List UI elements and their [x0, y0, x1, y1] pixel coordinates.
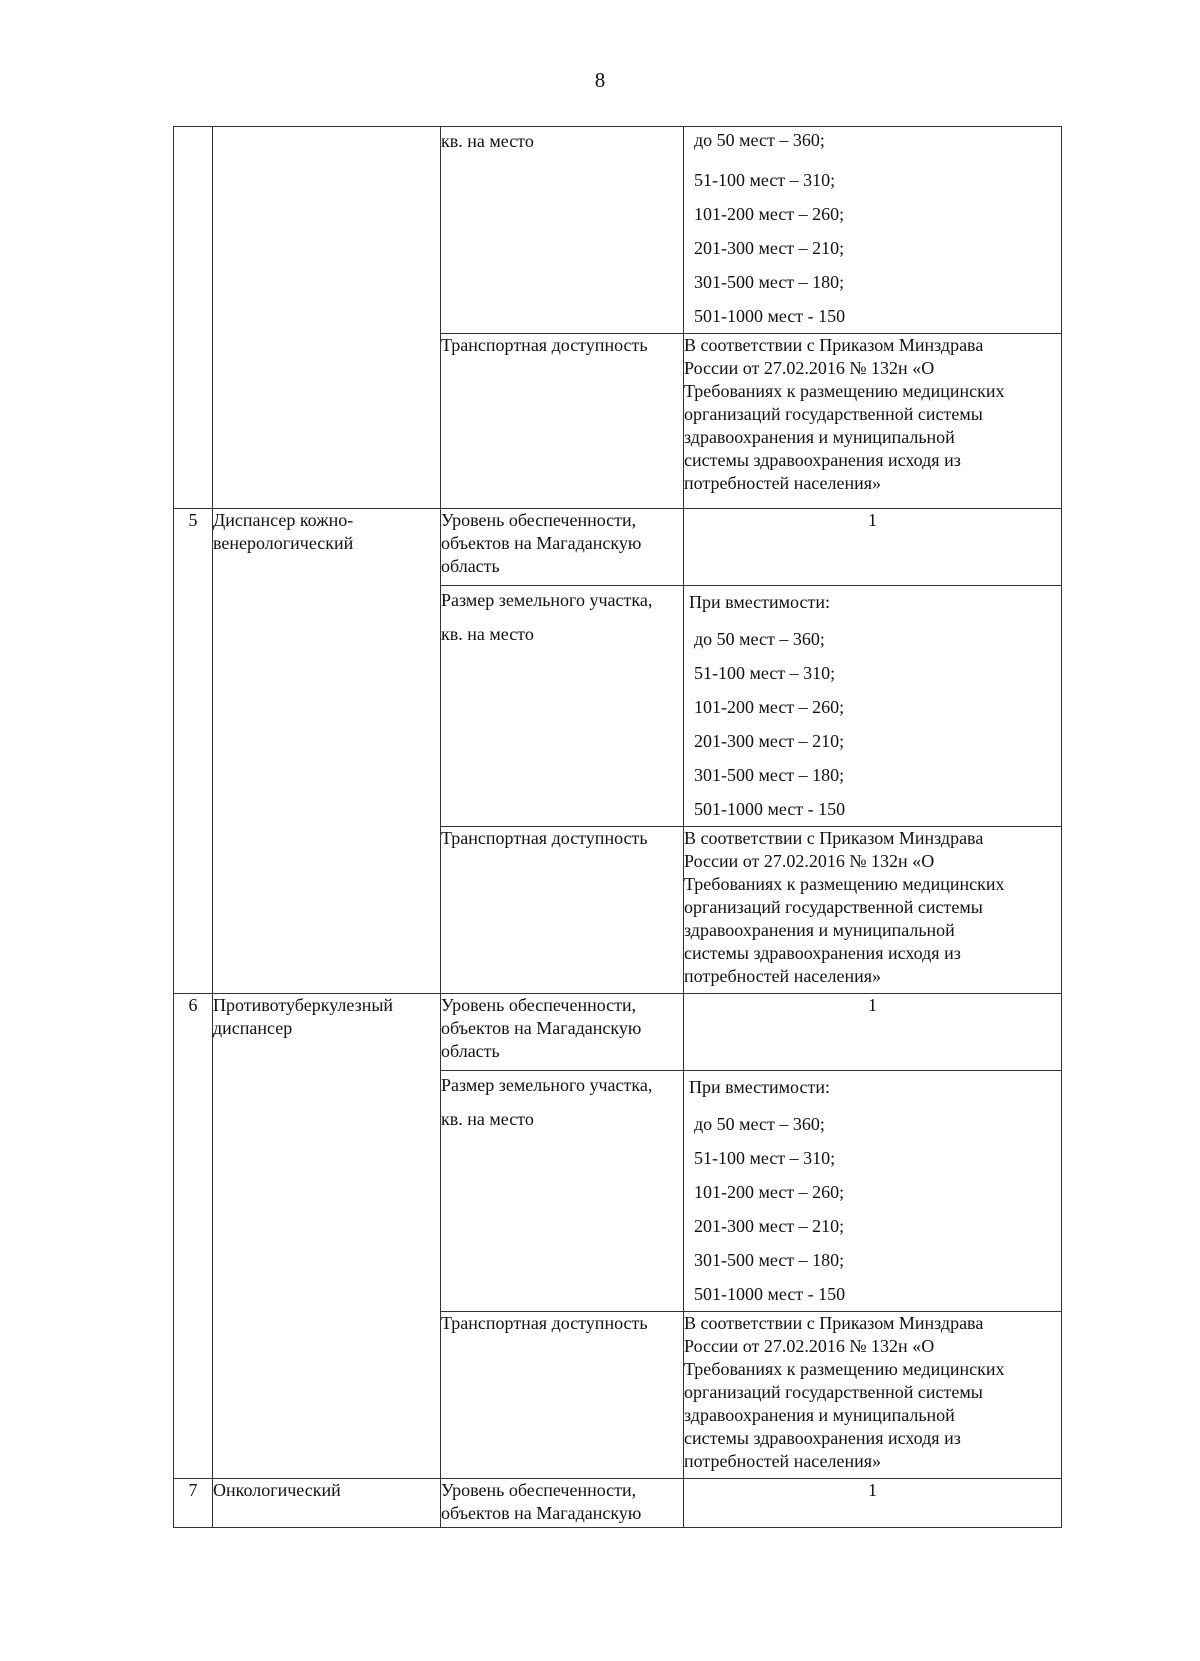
param-label: кв. на место	[441, 1109, 534, 1129]
transport-text-line: В соответствии с Приказом Минздрава	[684, 828, 984, 848]
capacity-item: 301-500 мест – 180;	[694, 765, 845, 785]
capacity-cell	[684, 1071, 1062, 1312]
param-cell	[441, 334, 684, 509]
param-label: Транспортная доступность	[441, 1313, 648, 1333]
capacity-item: 51-100 мест – 310;	[694, 1148, 836, 1168]
param-label: объектов на Магаданскую	[441, 1018, 642, 1038]
param-cell	[441, 1312, 684, 1479]
transport-text-line: В соответствии с Приказом Минздрава	[684, 1313, 984, 1333]
transport-text-line: организаций государственной системы	[684, 404, 983, 424]
object-name-cell	[213, 127, 441, 509]
capacity-item: 101-200 мест – 260;	[694, 697, 845, 717]
capacity-item: 51-100 мест – 310;	[694, 170, 836, 190]
param-cell	[441, 509, 684, 586]
param-label: кв. на место	[441, 131, 534, 151]
transport-text-line: России от 27.02.2016 № 132н «О	[684, 358, 935, 378]
param-label: объектов на Магаданскую	[441, 1503, 642, 1523]
capacity-header: При вместимости:	[689, 1077, 830, 1097]
param-label: Уровень обеспеченности,	[441, 510, 637, 530]
transport-text-line: организаций государственной системы	[684, 1382, 983, 1402]
transport-text-line: Требованиях к размещению медицинских	[684, 1359, 1005, 1379]
transport-value-cell	[684, 827, 1062, 994]
capacity-item: 201-300 мест – 210;	[694, 731, 845, 751]
param-label: Транспортная доступность	[441, 828, 648, 848]
param-label: область	[441, 556, 500, 576]
param-label: Транспортная доступность	[441, 335, 648, 355]
transport-text-line: России от 27.02.2016 № 132н «О	[684, 851, 935, 871]
transport-text-line: здравоохранения и муниципальной	[684, 427, 955, 447]
object-name-line: Диспансер кожно-	[213, 510, 354, 530]
capacity-item: 201-300 мест – 210;	[694, 1216, 845, 1236]
capacity-item: до 50 мест – 360;	[694, 130, 825, 150]
transport-text-line: России от 27.02.2016 № 132н «О	[684, 1336, 935, 1356]
provision-value-cell: 1	[684, 1479, 1062, 1528]
object-name-cell	[213, 1479, 441, 1528]
capacity-item: до 50 мест – 360;	[694, 629, 825, 649]
provision-value-cell: 1	[684, 994, 1062, 1071]
row-number-cell	[174, 127, 213, 509]
capacity-item: 501-1000 мест - 150	[694, 799, 846, 819]
transport-text-line: здравоохранения и муниципальной	[684, 920, 955, 940]
transport-text-line: потребностей населения»	[684, 473, 882, 493]
param-label: Размер земельного участка,	[441, 1075, 653, 1095]
transport-text-line: В соответствии с Приказом Минздрава	[684, 335, 984, 355]
capacity-cell	[684, 127, 1062, 334]
capacity-item: 51-100 мест – 310;	[694, 663, 836, 683]
row-number-cell: 5	[174, 509, 213, 994]
transport-value-cell	[684, 1312, 1062, 1479]
transport-text-line: потребностей населения»	[684, 966, 882, 986]
param-cell	[441, 827, 684, 994]
capacity-item: 101-200 мест – 260;	[694, 204, 845, 224]
capacity-item: 301-500 мест – 180;	[694, 1250, 845, 1270]
transport-text-line: системы здравоохранения исходя из	[684, 943, 961, 963]
transport-text-line: организаций государственной системы	[684, 897, 983, 917]
table-row	[174, 1479, 1062, 1528]
row-number-cell: 7	[174, 1479, 213, 1528]
param-label: объектов на Магаданскую	[441, 533, 642, 553]
transport-text-line: Требованиях к размещению медицинских	[684, 874, 1005, 894]
capacity-item: 501-1000 мест - 150	[694, 306, 846, 326]
table-row	[174, 509, 1062, 586]
transport-text-line: системы здравоохранения исходя из	[684, 1428, 961, 1448]
object-name-line: Противотуберкулезный	[213, 995, 394, 1015]
transport-text-line: потребностей населения»	[684, 1451, 882, 1471]
object-name-cell	[213, 509, 441, 994]
param-cell	[441, 586, 684, 827]
capacity-item: 301-500 мест – 180;	[694, 272, 845, 292]
transport-value-cell	[684, 334, 1062, 509]
object-name-line: диспансер	[213, 1018, 293, 1038]
object-name-line: Онкологический	[213, 1480, 341, 1500]
param-cell	[441, 1479, 684, 1528]
param-label: Уровень обеспеченности,	[441, 995, 637, 1015]
capacity-header: При вместимости:	[689, 592, 830, 612]
row-number-cell: 6	[174, 994, 213, 1479]
param-cell	[441, 127, 684, 334]
object-name-line: венерологический	[213, 533, 354, 553]
table-row	[174, 127, 1062, 334]
norms-table	[173, 126, 1062, 1528]
param-label: Размер земельного участка,	[441, 590, 653, 610]
param-label: область	[441, 1041, 500, 1061]
capacity-item: 501-1000 мест - 150	[694, 1284, 846, 1304]
param-cell	[441, 994, 684, 1071]
provision-value-cell: 1	[684, 509, 1062, 586]
transport-text-line: системы здравоохранения исходя из	[684, 450, 961, 470]
page-number: 8	[594, 68, 606, 92]
param-label: Уровень обеспеченности,	[441, 1480, 637, 1500]
capacity-item: 201-300 мест – 210;	[694, 238, 845, 258]
param-cell	[441, 1071, 684, 1312]
capacity-item: до 50 мест – 360;	[694, 1114, 825, 1134]
table-row	[174, 994, 1062, 1071]
capacity-item: 101-200 мест – 260;	[694, 1182, 845, 1202]
transport-text-line: здравоохранения и муниципальной	[684, 1405, 955, 1425]
transport-text-line: Требованиях к размещению медицинских	[684, 381, 1005, 401]
capacity-cell	[684, 586, 1062, 827]
param-label: кв. на место	[441, 624, 534, 644]
object-name-cell	[213, 994, 441, 1479]
